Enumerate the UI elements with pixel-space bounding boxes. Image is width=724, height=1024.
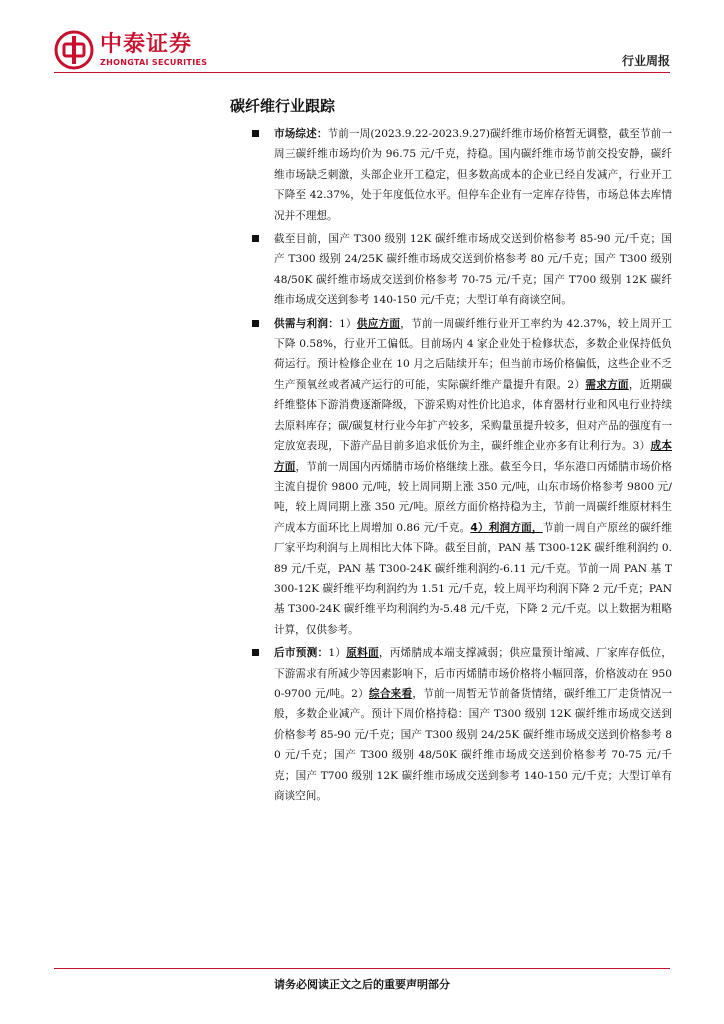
section-title: 碳纤维行业跟踪 [230,97,336,115]
item-text: ，近期碳纤维整体下游消费逐渐降级，下游采购对性价比追求，体育器材行业和风电行业持续去原料库存；碳/碳复材行业今年扩产较多，采购量虽提升较多，但对产品的强度有一定放宽表现，下游产品目前多追求低价为主，碳纤维企业亦多有让利行为。3） [274,378,673,453]
header-divider [54,72,670,73]
square-bullet-icon [252,320,259,327]
item-lead: 后市预测： [274,647,329,660]
item-text: ，节前一周国内丙烯腈市场价格继续上涨。截至今日，华东港口丙烯腈市场价格主流自提价 9800 元/吨，较上周同期上涨 350 元/吨，山东市场价格参考 9800 元/吨，较上周同期上涨 350 元/吨。原丝方面价格持稳为主，节前一周碳纤维原材料生产成本方面环比上周增加 0.86 元/千克。 [274,460,673,534]
subheading-cost: 成本方面 [274,440,672,473]
item-text: 节前一周(2023.9.22-2023.9.27)碳纤维市场价格暂无调整，截至节前一周三碳纤维市场均价为 96.75 元/千克，持稳。国内碳纤维市场节前交投安静，碳纤维市场缺乏刺激，头部企业开工稳定，但多数高成本的企业已经自发减产，行业开工下降至 42.37%，处于年度低位水平。但停车企业有一定库存待售，市场总体去库情况并不理想。 [274,128,672,222]
item-text: ，丙烯腈成本端支撑减弱；供应量预计缩减、厂家库存低位，下游需求有所减少等因素影响下，后市丙烯腈市场价格将小幅回落，价格波动在 9500-9700 元/吨。2） [274,647,673,700]
square-bullet-icon [252,130,259,137]
item-lead: 市场综述： [274,128,328,140]
zhongtai-logo-icon [54,30,94,70]
list-item-supply-demand-profit [232,314,672,641]
company-name-cn: 中泰证券 [100,32,193,57]
company-name-en: ZHONGTAI SECURITIES [100,58,208,67]
square-bullet-icon [252,235,259,242]
subheading-overall: 综合来看 [369,687,413,700]
report-type-label: 行业周报 [621,54,670,68]
report-body [232,124,672,809]
item-text: 1） [328,647,347,660]
paragraph [274,229,672,311]
item-text: 1） [339,317,357,330]
footer-disclaimer: 请务必阅读正文之后的重要声明部分 [274,978,450,991]
item-text: ，节前一周暂无节前备货情绪，碳纤维工厂走货情况一般，多数企业减产。预计下周价格持稳：国产 T300 级别 12K 碳纤维市场成交送到价格参考 85-90 元/千克；国产 T300 级别 24/25K 碳纤维市场成交送到价格参考 80 元/千克；国产 T300 级别 48/50K 碳纤维市场成交送到价格参考 70-75 元/千克；国产 T700 级别 12K 碳纤维市场成交送到参考 140-150 元/千克；大型订单有商谈空间。 [274,687,673,802]
list-item-current-prices [232,229,672,311]
paragraph [274,314,672,641]
paragraph [274,124,672,226]
square-bullet-icon [252,649,259,656]
footer-divider [54,968,670,969]
list-item-market-summary [232,124,672,226]
item-text: 截至目前，国产 T300 级别 12K 碳纤维市场成交送到价格参考 85-90 元/千克；国产 T300 级别 24/25K 碳纤维市场成交送到价格参考 80 元/千克；国产 T300 级别 48/50K 碳纤维市场成交送到价格参考 70-75 元/千克；国产 T700 级别 12K 碳纤维市场成交送到参考 140-150 元/千克；大型订单有商谈空间。 [274,233,672,307]
subheading-demand: 需求方面 [585,378,629,391]
item-text: ，节前一周碳纤维行业开工率约为 42.37%，较上周开工下降 0.58%，行业开工偏低。目前场内 4 家企业处于检修状态，多数企业保持低负荷运行。预计检修企业在 10 月之后陆续开车；但当前市场价格偏低，这些企业不乏生产预氧丝或者减产运行的可能，实际碳纤维产量提升有限。2） [274,317,672,391]
paragraph [274,643,672,806]
list-item-outlook [232,643,672,806]
subheading-supply: 供应方面 [356,317,401,330]
item-lead: 供需与利润： [274,317,340,330]
page-header [0,0,724,78]
subheading-profit: 4）利润方面， [470,521,543,534]
item-text: 节前一周自产原丝的碳纤维厂家平均利润与上周相比大体下降。截至目前，PAN 基 T300-12K 碳纤维利润约 0.89 元/千克，PAN 基 T300-24K 碳纤维利润约-6.11 元/千克。节前一周 PAN 基 T300-12K 碳纤维平均利润约为 1.51 元/千克，较上周平均利润下降 2 元/千克；PAN 基 T300-24K 碳纤维平均利润约为-5.48 元/千克，下降 2 元/千克。以上数据为粗略计算，仅供参考。 [274,521,673,636]
subheading-raw-material: 原料面 [346,647,379,660]
